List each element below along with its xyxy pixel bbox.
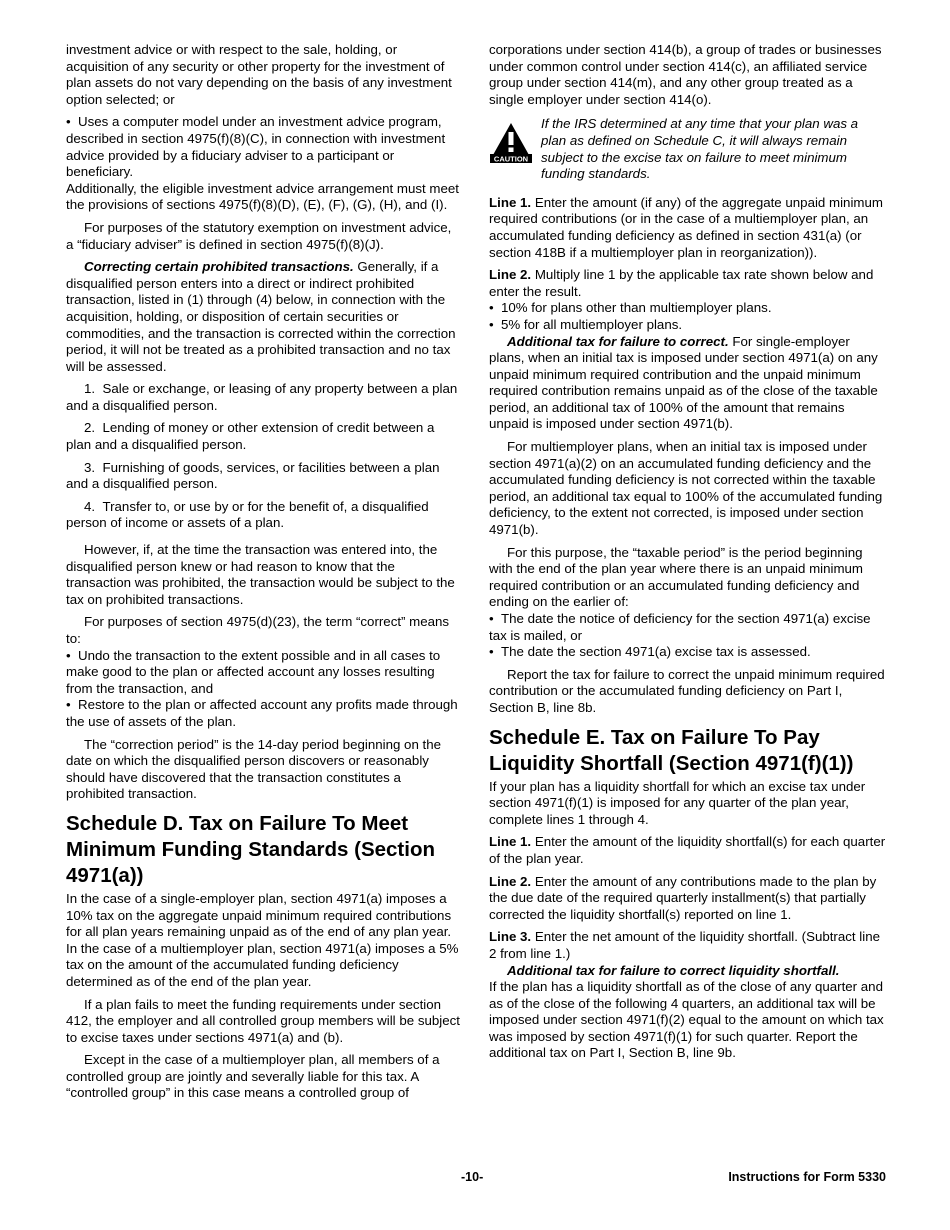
paragraph: If the plan has a liquidity shortfall as of the close of any quarter and as of the close of the following 4 quarters, an additional tax will be imposed under section 4971(f)(2) equal to the amount on which tax was imposed by section 4971(f)(1) for such quarter. Report the additional tax on Part I, Section B, line 9b.	[489, 979, 884, 1061]
numbered-item: 3. Furnishing of goods, services, or facilities between a plan and a disqualified person.	[66, 459, 440, 492]
paragraph-body: Generally, if a disqualified person enters into a direct or indirect prohibited transaction, listed in (1) through (4) below, in connection with the acquisition, holding, or disposition of certain securities or commodities, and the transaction is corrected within the correction period, it will not be treated as a prohibited transaction and no tax will be assessed.	[66, 259, 456, 374]
line-text: Multiply line 1 by the applicable tax rate shown below and enter the result.	[489, 267, 874, 299]
paragraph: For purposes of section 4975(d)(23), the term “correct” means to:	[66, 614, 450, 646]
paragraph: If your plan has a liquidity shortfall for which an excise tax under section 4971(f)(1) is imposed for any quarter of the plan year, complete lines 1 through 4.	[489, 778, 866, 827]
line-label: Line 1.	[489, 834, 532, 850]
numbered-item: 2. Lending of money or other extension of credit between a plan and a disqualified person.	[66, 420, 435, 453]
caution-text: If the IRS determined at any time that your plan was a plan as defined on Schedule C, it will always remain subject to the excise tax on failure to meet minimum funding standards.	[541, 116, 859, 182]
line-text: Enter the amount of any contributions made to the plan by the due date of the required quarterly installment(s) that partially corrected the liquidity shortfall(s) reported on line 1.	[489, 873, 877, 922]
line-instruction	[489, 874, 886, 924]
bullet-item: • Undo the transaction to the extent possible and in all cases to make good to the plan or affected account any losses resulting from the transaction, and	[66, 648, 461, 698]
caution-icon	[489, 120, 533, 164]
paragraph: For this purpose, the “taxable period” is the period beginning with the end of the plan year where there is an unpaid minimum required contribution or an accumulated funding deficiency and ending on the earlier of:	[489, 544, 864, 610]
bullet-item: • Restore to the plan or affected account any profits made through the use of assets of the plan.	[66, 697, 461, 730]
paragraph: If a plan fails to meet the funding requirements under section 412, the employer and all controlled group members will be subject to excise taxes under sections 4971(a) and (b).	[66, 996, 460, 1045]
caution-box	[489, 116, 886, 182]
line-label: Line 1.	[489, 194, 532, 210]
paragraph	[66, 259, 461, 375]
right-column	[489, 42, 886, 1068]
numbered-item: 1. Sale or exchange, or leasing of any property between a plan and a disqualified person.	[66, 381, 458, 413]
paragraph: corporations under section 414(b), a group of trades or businesses under common control under section 414(c), an affiliated service group under section 414(m), and any other group treated as a single employer under section 414(o).	[489, 42, 882, 107]
bullet-item: • The date the section 4971(a) excise tax is assessed.	[489, 644, 886, 661]
line-text: Enter the amount of the liquidity shortfall(s) for each quarter of the plan year.	[489, 834, 886, 866]
run-in-heading: Additional tax for failure to correct liquidity shortfall.	[507, 962, 840, 978]
line-instruction	[489, 929, 886, 962]
paragraph: However, if, at the time the transaction was entered into, the disqualified person knew or had reason to know that the transaction was prohibited, the transaction would be subject to the tax on prohibited transactions.	[66, 542, 455, 607]
run-in-heading: Correcting certain prohibited transactions.	[84, 259, 354, 275]
run-in-heading-paragraph	[489, 963, 886, 980]
section-heading-schedule-e: Schedule E. Tax on Failure To Pay Liquidity Shortfall (Section 4971(f)(1))	[489, 725, 854, 775]
line-instruction	[489, 834, 886, 867]
page-footer	[66, 1170, 886, 1188]
caution-label: CAUTION	[493, 154, 529, 164]
paragraph: Report the tax for failure to correct the unpaid minimum required contribution or the accumulated funding deficiency on Part I, Section B, line 8b.	[489, 666, 885, 715]
paragraph: Additionally, the eligible investment advice arrangement must meet the provisions of sections 4975(f)(8)(D), (E), (F), (G), (H), and (I).	[66, 180, 459, 213]
page-number: -10-	[461, 1170, 484, 1184]
line-label: Line 3.	[489, 929, 532, 945]
line-label: Line 2.	[489, 873, 532, 889]
line-instruction	[489, 267, 886, 300]
bullet-item: • The date the notice of deficiency for the section 4971(a) excise tax is mailed, or	[489, 611, 886, 644]
line-text: Enter the net amount of the liquidity shortfall. (Subtract line 2 from line 1.)	[489, 929, 880, 961]
line-instruction	[489, 195, 886, 261]
line-text: Enter the amount (if any) of the aggregate unpaid minimum required contributions (or in the case of a multiemployer plan, an accumulated funding deficiency as defined in section 431(a) (or section 418B if a multiemployer plan in reorganization)).	[489, 194, 883, 260]
bullet-item: • 5% for all multiemployer plans.	[489, 317, 886, 334]
numbered-item: 4. Transfer to, or use by or for the benefit of, a disqualified person of income or assets of a plan.	[66, 498, 429, 531]
form-name: Instructions for Form 5330	[728, 1170, 886, 1184]
line-label: Line 2.	[489, 267, 532, 283]
paragraph: For purposes of the statutory exemption on investment advice, a “fiduciary adviser” is defined in section 4975(f)(8)(J).	[66, 219, 452, 252]
paragraph: investment advice or with respect to the sale, holding, or acquisition of any security or other property for the investment of plan assets do not vary depending on the basis of any investment option selected; or	[66, 42, 452, 107]
paragraph: The “correction period” is the 14-day period beginning on the date on which the disqualified person discovers or reasonably should have discovered that the transaction constitutes a prohibited transaction.	[66, 736, 442, 802]
bullet-item: • 10% for plans other than multiemployer plans.	[489, 300, 886, 317]
paragraph: In the case of a single-employer plan, section 4971(a) imposes a 10% tax on the aggregate unpaid minimum required contributions for all plan years remaining unpaid as of the end of any plan year. In the case of a multiemployer plan, section 4971(a) imposes a 5% tax on the amount of the accumulated funding deficiency determined as of the end of the plan year.	[66, 890, 459, 989]
left-column	[66, 42, 461, 1108]
paragraph: For multiemployer plans, when an initial tax is imposed under section 4971(a)(2) on an accumulated funding deficiency and the accumulated funding deficiency is not corrected within the taxable period, an additional tax equal to 100% of the accumulated funding deficiency, to the extent not corrected, is imposed under section 4971(b).	[489, 439, 883, 538]
run-in-heading: Additional tax for failure to correct.	[507, 333, 729, 349]
bullet-item: • Uses a computer model under an investment advice program, described in section 4975(f)(8)(C), in connection with investment advice provided by a fiduciary adviser to a participant or beneficiary.	[66, 114, 461, 180]
paragraph-body: For single-employer plans, when an initial tax is imposed under section 4971(a) on any unpaid minimum required contribution and the unpaid minimum required contribution remains unpaid as of the close of the taxable period, an additional tax of 100% of the amount that remains unpaid is imposed under section 4971(b).	[489, 333, 878, 432]
paragraph	[489, 334, 886, 434]
paragraph: Except in the case of a multiemployer plan, all members of a controlled group are jointly and severally liable for this tax. A “controlled group” in this case means a controlled group of	[66, 1052, 440, 1101]
section-heading-schedule-d: Schedule D. Tax on Failure To Meet Minimum Funding Standards (Section 4971(a))	[66, 811, 435, 887]
